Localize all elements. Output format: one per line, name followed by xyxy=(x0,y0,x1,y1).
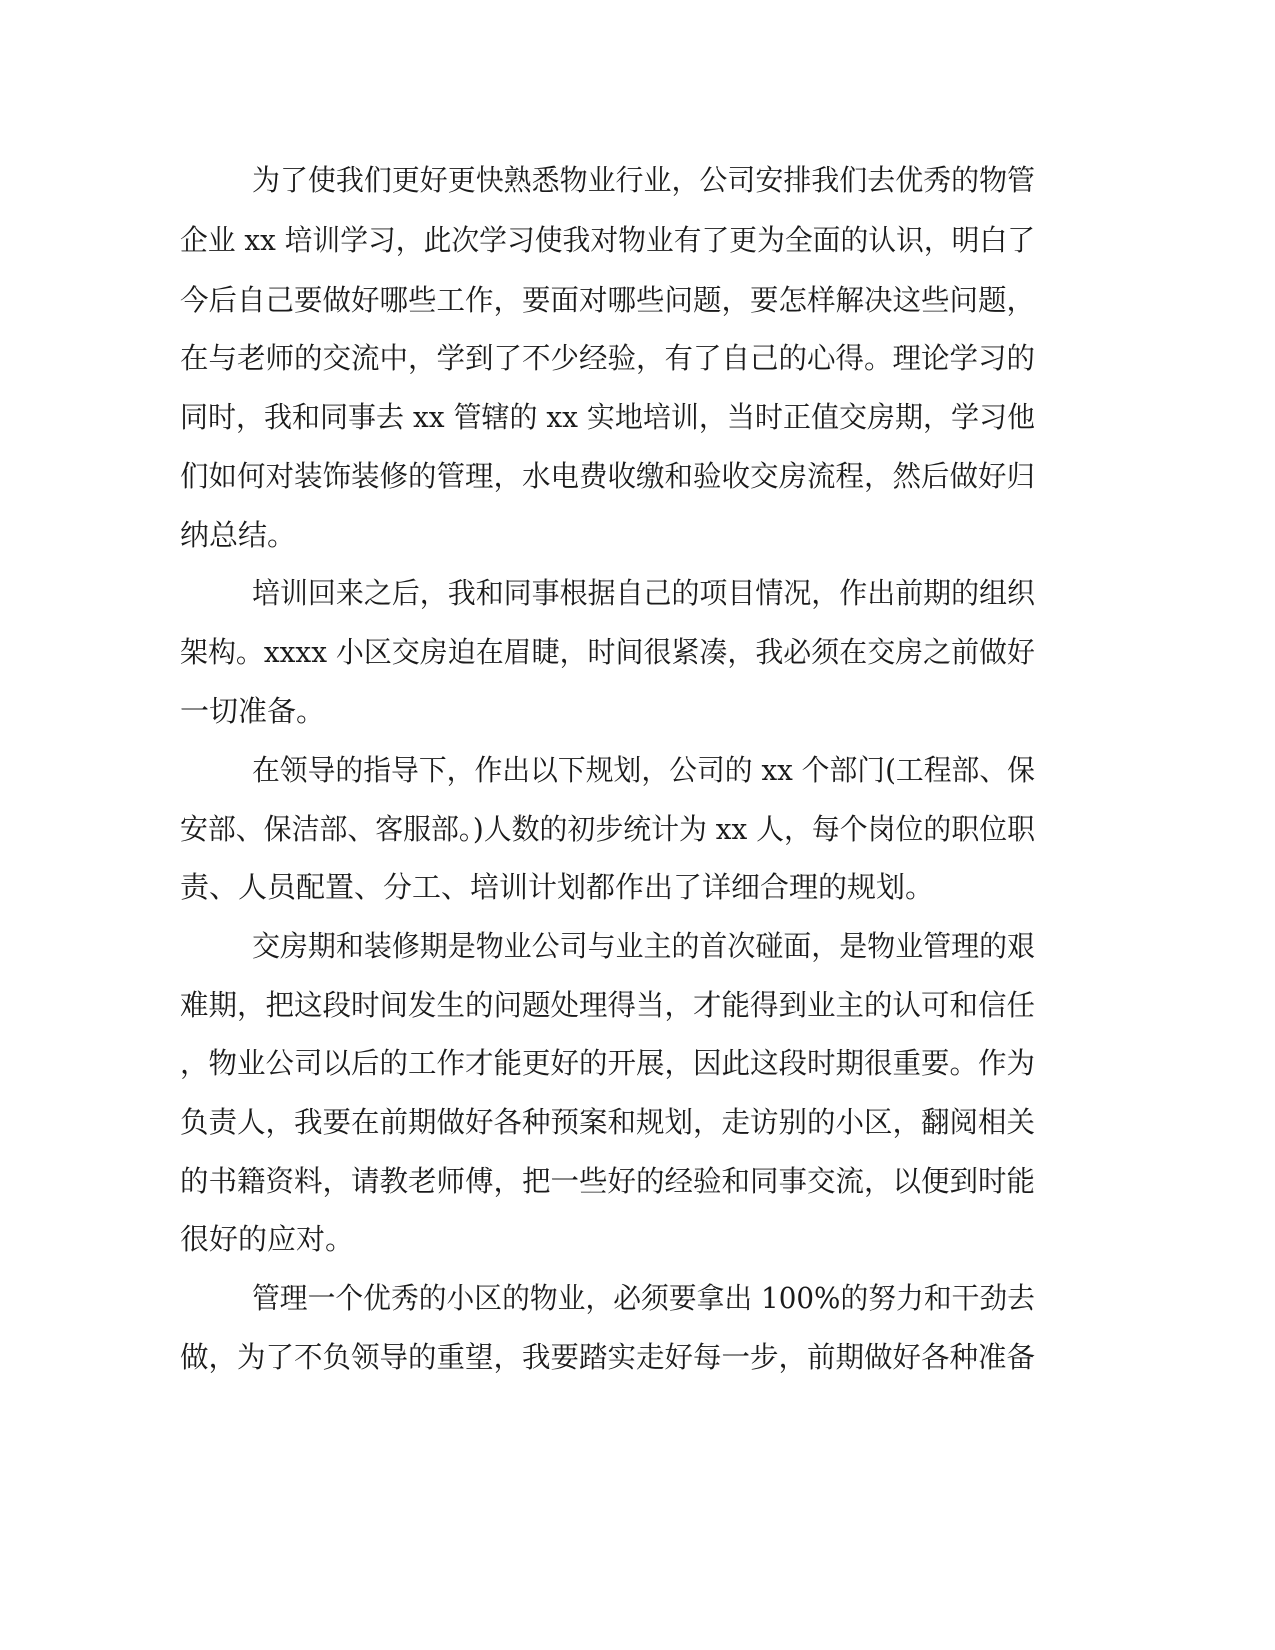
line-text: 责、人员配置、分工、培训计划都作出了详细合理的规划。 xyxy=(180,870,935,904)
line-text: 负责人，我要在前期做好各种预案和规划，走访别的小区，翻阅相关 xyxy=(180,1105,1035,1139)
line-text: 很好的应对。 xyxy=(180,1222,355,1256)
line-text: 在领导的指导下，作出以下规划，公司的 xx 个部门(工程部、保 xyxy=(252,753,1035,787)
line-text: 的书籍资料，请教老师傅，把一些好的经验和同事交流，以便到时能 xyxy=(180,1164,1035,1198)
text-line xyxy=(0,150,1275,210)
text-line xyxy=(0,1268,1275,1328)
line-text: 们如何对装饰装修的管理，水电费收缴和验收交房流程，然后做好归 xyxy=(180,459,1035,493)
text-line xyxy=(0,1151,1275,1211)
line-text: 同时，我和同事去 xx 管辖的 xx 实地培训，当时正值交房期，学习他 xyxy=(180,400,1036,434)
text-line xyxy=(0,446,1275,506)
text-line xyxy=(0,681,1275,741)
text-line xyxy=(0,1209,1275,1269)
line-text: 今后自己要做好哪些工作，要面对哪些问题，要怎样解决这些问题， xyxy=(180,283,1035,317)
line-text: 在与老师的交流中，学到了不少经验，有了自己的心得。理论学习的 xyxy=(180,341,1035,375)
line-text: 交房期和装修期是物业公司与业主的首次碰面，是物业管理的艰 xyxy=(252,929,1036,963)
text-line xyxy=(0,622,1275,682)
line-text: 纳总结。 xyxy=(180,518,297,552)
line-text: 一切准备。 xyxy=(180,694,326,728)
line-text: 管理一个优秀的小区的物业，必须要拿出 100%的努力和干劲去 xyxy=(252,1281,1035,1315)
text-line xyxy=(0,1092,1275,1152)
text-line xyxy=(0,916,1275,976)
line-text: 为了使我们更好更快熟悉物业行业，公司安排我们去优秀的物管 xyxy=(252,163,1036,197)
text-line xyxy=(0,270,1275,330)
line-text: 做，为了不负领导的重望，我要踏实走好每一步，前期做好各种准备 xyxy=(180,1340,1035,1374)
line-text: ，物业公司以后的工作才能更好的开展，因此这段时期很重要。作为 xyxy=(180,1046,1035,1080)
line-text: 培训回来之后，我和同事根据自己的项目情况，作出前期的组织 xyxy=(252,576,1036,610)
text-line xyxy=(0,387,1275,447)
line-text: 架构。xxxx 小区交房迫在眉睫，时间很紧凑，我必须在交房之前做好 xyxy=(180,635,1035,669)
text-line xyxy=(0,210,1275,270)
text-line xyxy=(0,975,1275,1035)
text-line xyxy=(0,1327,1275,1387)
text-line xyxy=(0,505,1275,565)
text-line xyxy=(0,799,1275,859)
text-line xyxy=(0,857,1275,917)
line-text: 难期，把这段时间发生的问题处理得当，才能得到业主的认可和信任 xyxy=(180,988,1035,1022)
text-line xyxy=(0,328,1275,388)
text-line xyxy=(0,740,1275,800)
line-text: 安部、保洁部、客服部。)人数的初步统计为 xx 人，每个岗位的职位职 xyxy=(180,812,1036,846)
text-line xyxy=(0,1033,1275,1093)
text-line xyxy=(0,563,1275,623)
line-text: 企业 xx 培训学习，此次学习使我对物业有了更为全面的认识，明白了 xyxy=(180,223,1036,257)
